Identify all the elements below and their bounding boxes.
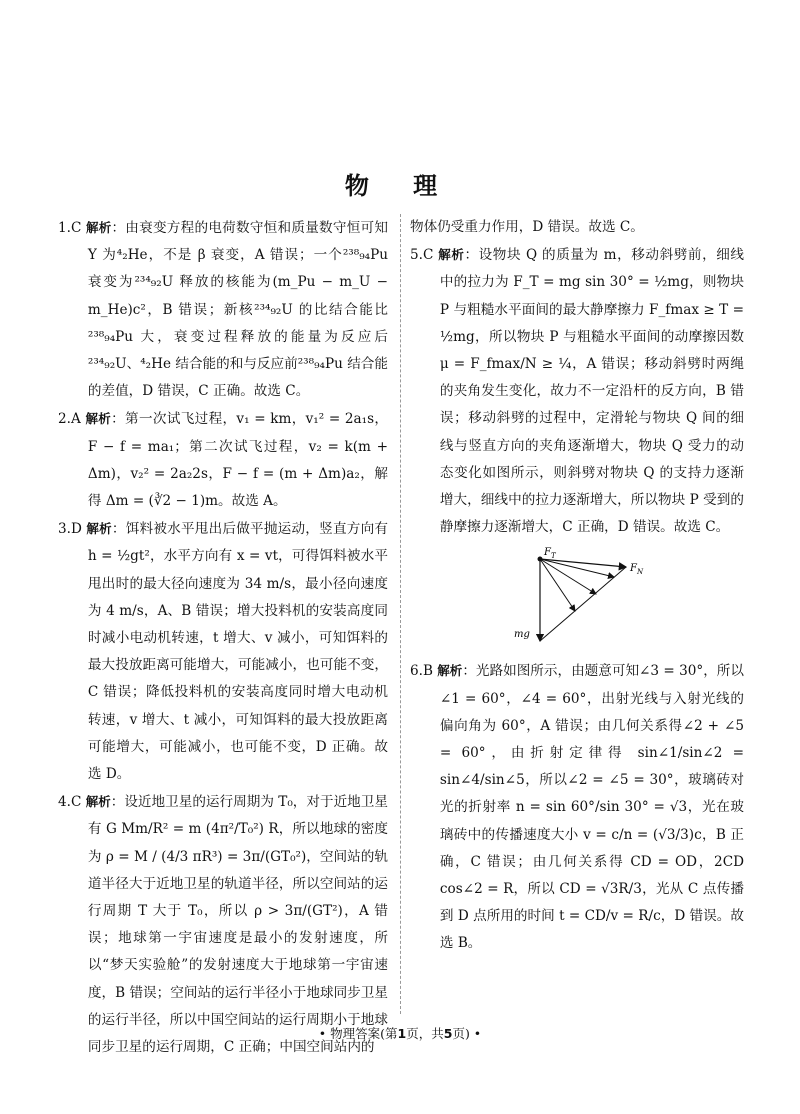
answer-text: ：由衰变方程的电荷数守恒和质量数守恒可知 Y 为⁴₂He，不是 β 衰变，A 错误；一个²³⁸₉₄Pu 衰变为²³⁴₉₂U 释放的核能为(m_Pu − m_U − m_He)c²，B 错误；新核²³⁴₉₂U 的比结合能比²³⁸₉₄Pu 大，衰变过程释放的能量为反应后²³⁴₉₂U、⁴₂He 结合能的和与反应前²³⁸₉₄Pu 结合能的差值，D 错误，C 正确。故选 C。 bbox=[87, 220, 388, 400]
footer-prefix: • 物理答案(第 bbox=[318, 1026, 398, 1041]
answer-text: ：设近地卫星的运行周期为 T₀，对于近地卫星有 G Mm/R² = m (4π²/T₀²) R，所以地球的密度为 ρ = M / (4/3 πR³) = 3π/(GT₀²)，空间站的轨道半径大于近地卫星的轨道半径，所以空间站的运行周期 T 大于 T₀，所以 ρ > 3π/(GT²)，A 错误；地球第一宇宙速度是最小的发射速度，所以“梦天实验舱”的发射速度大于地球第一宇宙速度，B 错误；空间站的运行半径小于地球同步卫星的运行半径，所以中国空间站的运行周期小于地球同步卫星的运行周期，C 正确；中国空间站内的 bbox=[87, 794, 388, 1056]
footer-page-number: 1 bbox=[397, 1026, 407, 1041]
answer-text: ：饵料被水平甩出后做平抛运动，竖直方向有 h = ½gt²，水平方向有 x = vt，可得饵料被水平甩出时的最大径向速度为 34 m/s，最小径向速度为 4 m/s，A、B 错误；增大投料机的安装高度同时减小电动机转速，t 增大、v 减小，可知饵料的最大投放距离可能增大，可能减小，也可能不变，C 错误；降低投料机的安装高度同时增大电动机转速，v 增大、t 减小，可知饵料的最大投放距离可能增大，可能减小，也可能不变，D 正确。故选 D。 bbox=[87, 521, 388, 783]
analysis-keyword: 解析 bbox=[438, 247, 465, 263]
footer-total-pages: 5 bbox=[443, 1026, 453, 1041]
answer-number: 1.C bbox=[58, 220, 82, 236]
answer-5 bbox=[410, 241, 744, 541]
origin-point bbox=[538, 557, 543, 562]
answer-number: 2.A bbox=[58, 411, 81, 428]
answer-6 bbox=[410, 657, 744, 957]
answer-number: 4.C bbox=[58, 794, 82, 811]
left-column bbox=[58, 214, 388, 1061]
answer-text: ：光路如图所示，由题意可知∠3 = 30°，所以∠1 = 60°，∠4 = 60°，出射光线与入射光线的偏向角为 60°，A 错误；由几何关系得∠2 + ∠5 = 60°，由折射定律得 sin∠1/sin∠2 = sin∠4/sin∠5，所以∠2 = ∠5 = 30°，玻璃砖对光的折射率 n = sin 60°/sin 30° = √3，光在玻璃砖中的传播速度大小 v = c/n = (√3/3)c，B 正确，C 错误；由几何关系得 CD = OD，2CD cos∠2 = R，所以 CD = √3R/3，光从 C 点传播到 D 点所用的时间 t = CD/v = R/c，D 错误。故选 B。 bbox=[439, 663, 744, 952]
analysis-keyword: 解析 bbox=[85, 794, 111, 810]
answer-2 bbox=[58, 405, 388, 515]
answer-number: 5.C bbox=[410, 247, 434, 264]
answer-4 bbox=[58, 788, 388, 1061]
analysis-keyword: 解析 bbox=[85, 220, 112, 235]
tension-line-3 bbox=[540, 559, 614, 577]
analysis-keyword: 解析 bbox=[85, 411, 112, 427]
footer-mid: 页，共 bbox=[406, 1026, 444, 1041]
answer-text: ：设物块 Q 的质量为 m，移动斜劈前，细线中的拉力为 F_T = mg sin 30° = ½mg，则物块 P 与粗糙水平面间的最大静摩擦力 F_fmax ≥ T = ½mg，所以物块 P 与粗糙水平面间的动摩擦因数 μ = F_fmax/N ≥ ¼，A 错误；移动斜劈时两绳的夹角发生变化，故力不一定沿杆的反方向，B 错误；移动斜劈的过程中，定滑轮与物块 Q 间的细线与竖直方向的夹角逐渐增大，物块 Q 受力的动态变化如图所示，则斜劈对物块 Q 的支持力逐渐增大，细线中的拉力逐渐增大，所以物块 P 受到的静摩擦力逐渐增大，C 正确，D 错误。故选 C。 bbox=[439, 247, 744, 536]
page-footer bbox=[0, 1024, 800, 1042]
answer-text: ：第一次试飞过程，v₁ = km，v₁² = 2a₁s，F − f = ma₁；第二次试飞过程，v₂ = k(m + Δm)，v₂² = 2a₂2s，F − f = (m + Δm)a₂，解得 Δm = (∛2 − 1)m。故选 A。 bbox=[87, 411, 388, 510]
answer-4-continued: 物体仍受重力作用，D 错误。故选 C。 bbox=[410, 219, 644, 235]
tension-line-2 bbox=[540, 559, 596, 594]
right-column bbox=[410, 214, 744, 958]
answer-1 bbox=[58, 214, 388, 405]
force-diagram bbox=[514, 547, 660, 649]
answer-number: 6.B bbox=[410, 663, 433, 680]
analysis-keyword: 解析 bbox=[86, 521, 112, 537]
answer-3 bbox=[58, 515, 388, 788]
footer-suffix: 页) • bbox=[452, 1026, 482, 1041]
normal-force-arrow bbox=[540, 559, 626, 567]
analysis-keyword: 解析 bbox=[437, 663, 463, 679]
answer-number: 3.D bbox=[58, 521, 82, 538]
label-ft: $F_T$ bbox=[544, 547, 556, 561]
tension-line-1 bbox=[540, 559, 575, 611]
column-divider bbox=[400, 214, 401, 1014]
label-mg: mg bbox=[514, 629, 530, 641]
label-fn: $F_N$ bbox=[630, 563, 644, 577]
page-title: 物 理 bbox=[344, 172, 456, 200]
